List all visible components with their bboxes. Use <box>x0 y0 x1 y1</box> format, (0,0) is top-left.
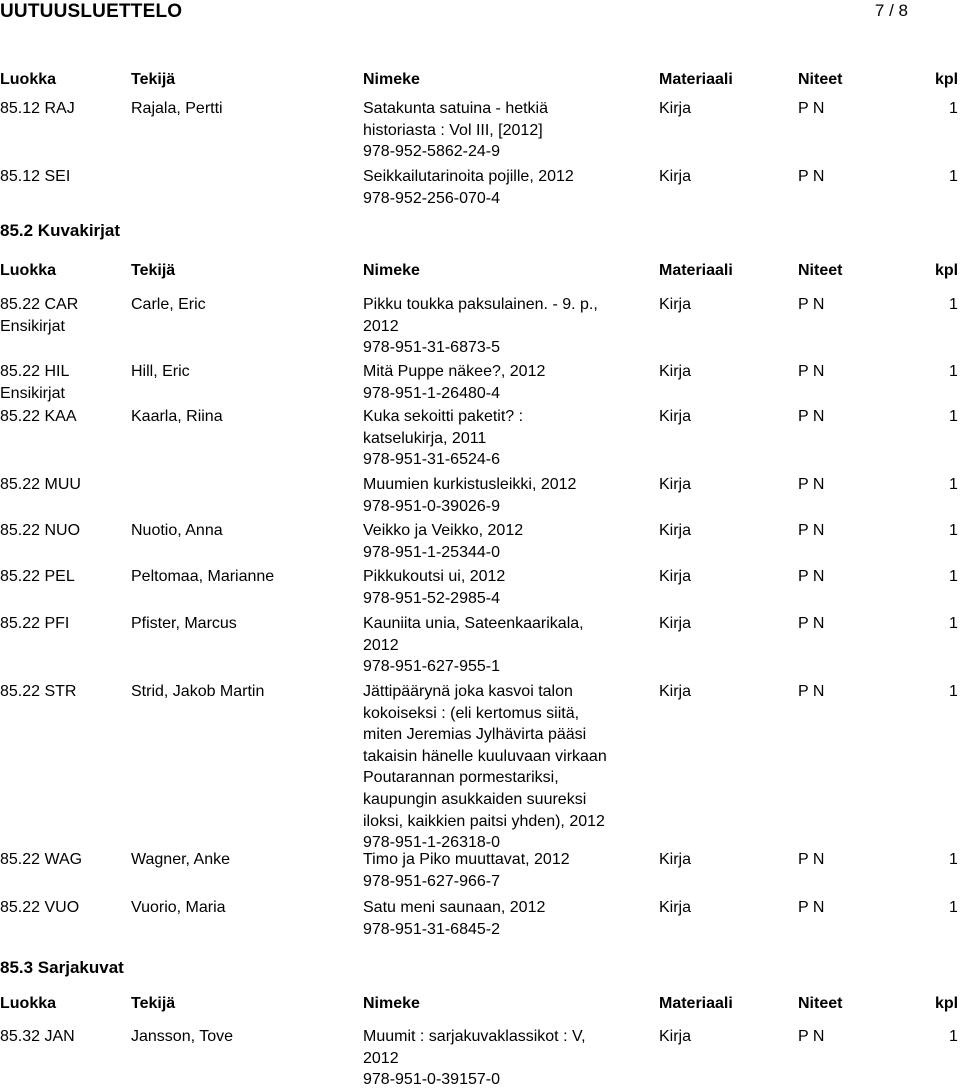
nimeke-line: Seikkailutarinoita pojille, 2012 <box>363 168 574 185</box>
nimeke-line: katselukirja, 2011 <box>363 429 487 447</box>
cell-niteet: P N <box>798 363 825 380</box>
column-header-tekija: Tekijä <box>131 995 176 1012</box>
nimeke-line: Veikko ja Veikko, 2012 <box>363 522 524 539</box>
column-header-row <box>0 993 960 1015</box>
column-header-nimeke: Nimeke <box>363 262 420 279</box>
page-title: UUTUUSLUETTELO <box>0 1 183 22</box>
cell-tekija: Vuorio, Maria <box>131 899 226 916</box>
nimeke-line: 978-951-0-39026-9 <box>363 497 500 515</box>
section-heading: 85.3 Sarjakuvat <box>0 958 124 977</box>
luokka-line: 85.22 STR <box>0 683 77 700</box>
nimeke-line: 978-951-627-955-1 <box>363 658 500 676</box>
cell-luokka <box>0 613 69 635</box>
luokka-line: 85.22 VUO <box>0 899 80 916</box>
cell-niteet: P N <box>798 296 825 313</box>
cell-materiaali: Kirja <box>659 296 692 313</box>
nimeke-line: 978-952-5862-24-9 <box>363 143 500 161</box>
cell-niteet: P N <box>798 851 825 868</box>
nimeke-line: historiasta : Vol III, [2012] <box>363 121 543 139</box>
cell-niteet: P N <box>798 100 825 117</box>
column-header-kpl: kpl <box>935 262 959 279</box>
cell-kpl: 1 <box>949 522 958 539</box>
cell-tekija: Pfister, Marcus <box>131 615 237 632</box>
cell-tekija: Nuotio, Anna <box>131 522 223 539</box>
luokka-line: 85.22 PFI <box>0 615 70 632</box>
luokka-line: 85.22 NUO <box>0 522 81 539</box>
nimeke-line: 978-952-256-070-4 <box>363 189 500 207</box>
cell-kpl: 1 <box>949 408 958 425</box>
nimeke-line: 978-951-627-966-7 <box>363 872 500 890</box>
cell-niteet: P N <box>798 615 825 632</box>
nimeke-line: Poutarannan pormestariksi, <box>363 769 559 787</box>
nimeke-line: Satu meni saunaan, 2012 <box>363 899 546 916</box>
luokka-line: 85.22 HIL <box>0 363 70 380</box>
column-header-materiaali: Materiaali <box>659 71 733 88</box>
column-header-materiaali: Materiaali <box>659 995 733 1012</box>
page-number: 7 / 8 <box>874 1 908 20</box>
cell-nimeke <box>363 474 576 517</box>
column-header-luokka: Luokka <box>0 262 57 279</box>
nimeke-line: takaisin hänelle kuuluvaan virkaan <box>363 747 607 765</box>
cell-nimeke <box>363 361 545 404</box>
column-header-luokka: Luokka <box>0 71 57 88</box>
luokka-line: 85.12 SEI <box>0 168 71 185</box>
nimeke-line: 978-951-31-6873-5 <box>363 339 500 357</box>
cell-materiaali: Kirja <box>659 851 692 868</box>
cell-niteet: P N <box>798 568 825 585</box>
cell-kpl: 1 <box>949 899 958 916</box>
nimeke-line: 2012 <box>363 317 399 335</box>
nimeke-line: Kuka sekoitti paketit? : <box>363 408 524 425</box>
cell-tekija: Kaarla, Riina <box>131 408 223 425</box>
cell-nimeke <box>363 406 523 471</box>
cell-materiaali: Kirja <box>659 100 692 117</box>
cell-nimeke <box>363 849 570 892</box>
column-header-niteet: Niteet <box>798 995 843 1012</box>
cell-kpl: 1 <box>949 296 958 313</box>
luokka-line: 85.22 PEL <box>0 568 75 585</box>
cell-niteet: P N <box>798 476 825 493</box>
cell-materiaali: Kirja <box>659 363 692 380</box>
cell-nimeke <box>363 520 523 563</box>
cell-tekija: Jansson, Tove <box>131 1028 233 1045</box>
column-header-materiaali: Materiaali <box>659 262 733 279</box>
cell-tekija: Carle, Eric <box>131 296 206 313</box>
nimeke-line: 978-951-1-26318-0 <box>363 834 500 852</box>
cell-materiaali: Kirja <box>659 1028 692 1045</box>
cell-nimeke <box>363 166 574 209</box>
cell-kpl: 1 <box>949 476 958 493</box>
cell-luokka <box>0 166 70 188</box>
cell-tekija: Rajala, Pertti <box>131 100 223 117</box>
cell-nimeke <box>363 613 584 678</box>
nimeke-line: iloksi, kaikkien paitsi yhden), 2012 <box>363 812 605 830</box>
cell-nimeke <box>363 294 598 359</box>
cell-materiaali: Kirja <box>659 476 692 493</box>
cell-luokka <box>0 474 81 496</box>
nimeke-line: Mitä Puppe näkee?, 2012 <box>363 363 546 380</box>
cell-luokka <box>0 849 82 871</box>
cell-niteet: P N <box>798 522 825 539</box>
column-header-kpl: kpl <box>935 71 959 88</box>
nimeke-line: Satakunta satuina - hetkiä <box>363 100 549 117</box>
cell-luokka <box>0 98 75 120</box>
cell-luokka <box>0 520 80 542</box>
nimeke-line: Pikku toukka paksulainen. - 9. p., <box>363 296 598 313</box>
cell-materiaali: Kirja <box>659 899 692 916</box>
cell-luokka <box>0 897 79 919</box>
cell-luokka <box>0 681 76 703</box>
column-header-luokka: Luokka <box>0 995 57 1012</box>
cell-nimeke <box>363 681 607 854</box>
column-header-nimeke: Nimeke <box>363 995 420 1012</box>
nimeke-line: Pikkukoutsi ui, 2012 <box>363 568 506 585</box>
nimeke-line: Muumien kurkistusleikki, 2012 <box>363 476 577 493</box>
column-header-niteet: Niteet <box>798 71 843 88</box>
nimeke-line: 2012 <box>363 636 399 654</box>
column-header-row <box>0 69 960 91</box>
cell-tekija: Hill, Eric <box>131 363 190 380</box>
cell-nimeke <box>363 98 548 163</box>
column-header-row <box>0 260 960 282</box>
cell-materiaali: Kirja <box>659 522 692 539</box>
nimeke-line: 978-951-52-2985-4 <box>363 589 500 607</box>
cell-nimeke <box>363 1026 586 1091</box>
cell-kpl: 1 <box>949 568 958 585</box>
cell-materiaali: Kirja <box>659 568 692 585</box>
nimeke-line: 978-951-1-26480-4 <box>363 384 500 402</box>
column-header-nimeke: Nimeke <box>363 71 420 88</box>
cell-niteet: P N <box>798 408 825 425</box>
cell-materiaali: Kirja <box>659 615 692 632</box>
cell-luokka <box>0 566 75 588</box>
cell-luokka <box>0 1026 75 1048</box>
nimeke-line: 978-951-0-39157-0 <box>363 1071 500 1089</box>
cell-luokka <box>0 361 69 404</box>
column-header-niteet: Niteet <box>798 262 843 279</box>
cell-niteet: P N <box>798 1028 825 1045</box>
cell-niteet: P N <box>798 168 825 185</box>
cell-luokka <box>0 294 78 337</box>
cell-nimeke <box>363 897 545 940</box>
column-header-tekija: Tekijä <box>131 262 176 279</box>
cell-kpl: 1 <box>949 615 958 632</box>
nimeke-line: miten Jeremias Jylhävirta pääsi <box>363 726 587 744</box>
nimeke-line: kaupungin asukkaiden suureksi <box>363 790 587 808</box>
cell-materiaali: Kirja <box>659 683 692 700</box>
cell-kpl: 1 <box>949 683 958 700</box>
luokka-line: Ensikirjat <box>0 384 65 402</box>
nimeke-line: 2012 <box>363 1049 399 1067</box>
cell-luokka <box>0 406 77 428</box>
cell-kpl: 1 <box>949 168 958 185</box>
luokka-line: Ensikirjat <box>0 317 65 335</box>
luokka-line: 85.22 MUU <box>0 476 81 493</box>
cell-kpl: 1 <box>949 851 958 868</box>
cell-materiaali: Kirja <box>659 168 692 185</box>
luokka-line: 85.12 RAJ <box>0 100 75 117</box>
nimeke-line: kokoiseksi : (eli kertomus siitä, <box>363 704 580 722</box>
luokka-line: 85.22 WAG <box>0 851 83 868</box>
nimeke-line: 978-951-31-6845-2 <box>363 920 500 938</box>
nimeke-line: Jättipäärynä joka kasvoi talon <box>363 683 573 700</box>
nimeke-line: 978-951-1-25344-0 <box>363 543 500 561</box>
column-header-kpl: kpl <box>935 995 959 1012</box>
cell-kpl: 1 <box>949 100 958 117</box>
luokka-line: 85.32 JAN <box>0 1028 75 1045</box>
cell-niteet: P N <box>798 899 825 916</box>
cell-tekija: Strid, Jakob Martin <box>131 683 265 700</box>
cell-kpl: 1 <box>949 363 958 380</box>
luokka-line: 85.22 CAR <box>0 296 79 313</box>
luokka-line: 85.22 KAA <box>0 408 77 425</box>
section-heading: 85.2 Kuvakirjat <box>0 221 121 240</box>
nimeke-line: Muumit : sarjakuvaklassikot : V, <box>363 1028 586 1045</box>
cell-tekija: Wagner, Anke <box>131 851 231 868</box>
cell-materiaali: Kirja <box>659 408 692 425</box>
nimeke-line: Kauniita unia, Sateenkaarikala, <box>363 615 584 632</box>
cell-nimeke <box>363 566 505 609</box>
cell-tekija: Peltomaa, Marianne <box>131 568 275 585</box>
nimeke-line: 978-951-31-6524-6 <box>363 451 500 469</box>
nimeke-line: Timo ja Piko muuttavat, 2012 <box>363 851 570 868</box>
cell-niteet: P N <box>798 683 825 700</box>
cell-kpl: 1 <box>949 1028 958 1045</box>
column-header-tekija: Tekijä <box>131 71 176 88</box>
